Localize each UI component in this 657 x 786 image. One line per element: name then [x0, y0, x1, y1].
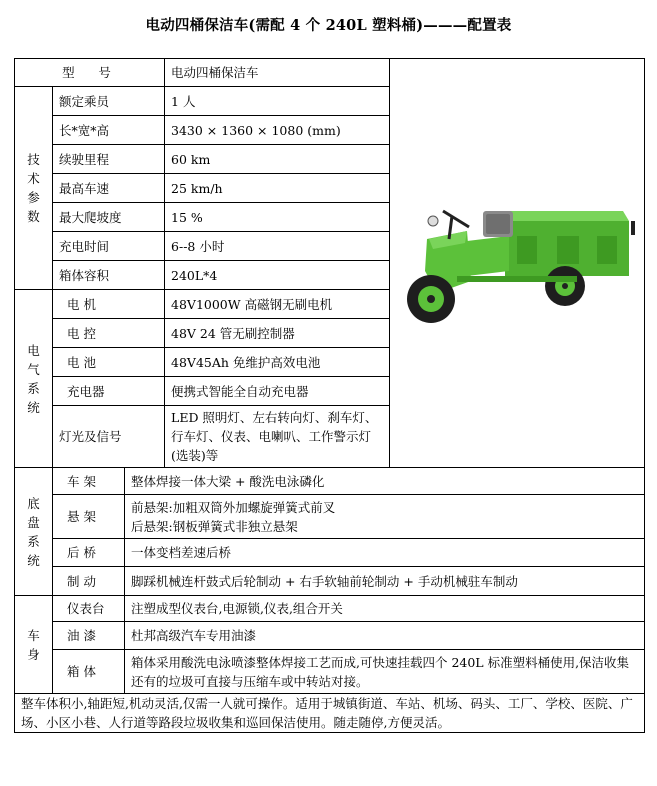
- spec-value: 48V1000W 高磁钢无刷电机: [165, 290, 390, 319]
- spec-value: 240L*4: [165, 261, 390, 290]
- spec-label: 电 池: [53, 348, 165, 377]
- summary-text: 整车体积小,轴距短,机动灵活,仅需一人就可操作。适用于城镇街道、车站、机场、码头、工厂、学校、医院、广场、小区小巷、人行道等路段垃圾收集和巡回保洁使用。随走随停,方便灵活。: [15, 694, 645, 733]
- spec-table: [14, 58, 645, 733]
- spec-value: 整体焊接一体大梁 + 酸洗电泳磷化: [125, 468, 645, 495]
- table-row: [15, 468, 645, 495]
- spec-label: 电 控: [53, 319, 165, 348]
- green-cleaning-tricycle-image: [397, 181, 637, 341]
- table-row: [15, 596, 645, 622]
- rear-suspension-text: 后悬架:钢板弹簧式非独立悬架: [131, 518, 298, 534]
- spec-label: 悬 架: [53, 495, 125, 539]
- spec-value: 箱体采用酸洗电泳喷漆整体焊接工艺而成,可快速挂载四个 240L 标准塑料桶使用,保洁收集还有的垃圾可直接与压缩车或中转站对接。: [125, 650, 645, 694]
- spec-value: 15 %: [165, 203, 390, 232]
- category-electric: 电气系统: [15, 290, 53, 468]
- spec-label: 续驶里程: [53, 145, 165, 174]
- spec-label: 车 架: [53, 468, 125, 495]
- spec-label: 灯光及信号: [53, 406, 165, 468]
- spec-label: 制 动: [53, 567, 125, 596]
- spec-value: 60 km: [165, 145, 390, 174]
- table-row: [15, 622, 645, 650]
- category-chassis: 底盘系统: [15, 468, 53, 596]
- spec-value: 脚踩机械连杆鼓式后轮制动 + 右手软轴前轮制动 + 手动机械驻车制动: [125, 567, 645, 596]
- spec-value: 一体变档差速后桥: [125, 539, 645, 567]
- spec-label: 充电器: [53, 377, 165, 406]
- spec-value: 48V45Ah 免维护高效电池: [165, 348, 390, 377]
- spec-value: 3430 × 1360 × 1080 (mm): [165, 116, 390, 145]
- spec-label: 充电时间: [53, 232, 165, 261]
- spec-label: 最大爬坡度: [53, 203, 165, 232]
- spec-value: 25 km/h: [165, 174, 390, 203]
- spec-label: 箱 体: [53, 650, 125, 694]
- spec-value: LED 照明灯、左右转向灯、刹车灯、行车灯、仪表、电喇叭、工作警示灯(选装)等: [165, 406, 390, 468]
- category-tech: 技术参数: [15, 87, 53, 290]
- front-suspension-text: 前悬架:加粗双筒外加螺旋弹簧式前叉: [131, 499, 336, 515]
- spec-label: 箱体容积: [53, 261, 165, 290]
- spec-label: 额定乘员: [53, 87, 165, 116]
- spec-label: 电 机: [53, 290, 165, 319]
- page-title: 电动四桶保洁车(需配 4 个 240L 塑料桶)———配置表: [145, 17, 512, 34]
- spec-value: 6--8 小时: [165, 232, 390, 261]
- spec-label: 油 漆: [53, 622, 125, 650]
- model-value: 电动四桶保洁车: [165, 59, 390, 87]
- spec-label: 仪表台: [53, 596, 125, 622]
- spec-value: 便携式智能全自动充电器: [165, 377, 390, 406]
- spec-value: 杜邦高级汽车专用油漆: [125, 622, 645, 650]
- table-row: [15, 650, 645, 694]
- model-label: 型 号: [15, 59, 165, 87]
- table-row: [15, 694, 645, 733]
- category-body: 车身: [15, 596, 53, 694]
- vehicle-photo: [390, 59, 645, 468]
- table-row: [15, 495, 645, 539]
- table-row: [15, 567, 645, 596]
- spec-label: 后 桥: [53, 539, 125, 567]
- table-row: [15, 539, 645, 567]
- table-row: [15, 59, 645, 87]
- spec-value: [125, 495, 645, 539]
- spec-label: 最高车速: [53, 174, 165, 203]
- spec-value: 1 人: [165, 87, 390, 116]
- spec-value: 注塑成型仪表台,电源锁,仪表,组合开关: [125, 596, 645, 622]
- spec-value: 48V 24 管无刷控制器: [165, 319, 390, 348]
- spec-label: 长*宽*高: [53, 116, 165, 145]
